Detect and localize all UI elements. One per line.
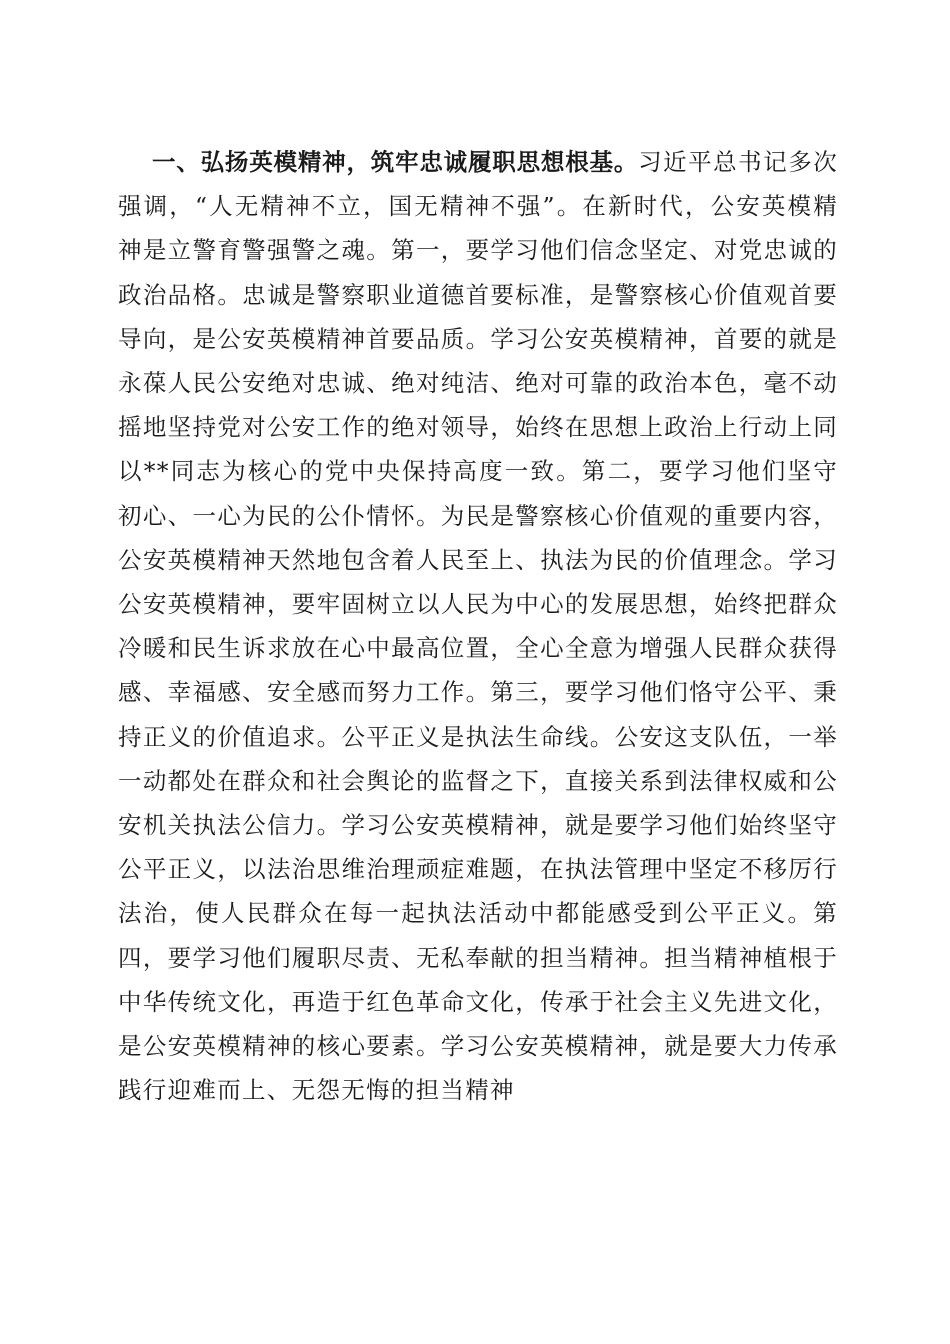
section-body-text: 习近平总书记多次强调，“人无精神不立，国无精神不强”。在新时代，公安英模精神是立警育警强警之魂。第一，要学习他们信念坚定、对党忠诚的政治品格。忠诚是警察职业道德首要标准，是警察核心价值观首要导向，是公安英模精神首要品质。学习公安英模精神，首要的就是永葆人民公安绝对忠诚、绝对纯洁、绝对可靠的政治本色，毫不动摇地坚持党对公安工作的绝对领导，始终在思想上政治上行动上同以**同志为核心的党中央保持高度一致。第二，要学习他们坚守初心、一心为民的公仆情怀。为民是警察核心价值观的重要内容，公安英模精神天然地包含着人民至上、执法为民的价值理念。学习公安英模精神，要牢固树立以人民为中心的发展思想，始终把群众冷暖和民生诉求放在心中最高位置，全心全意为增强人民群众获得感、幸福感、安全感而努力工作。第三，要学习他们恪守公平、秉持正义的价值追求。公平正义是执法生命线。公安这支队伍，一举一动都处在群众和社会舆论的监督之下，直接关系到法律权威和公安机关执法公信力。学习公安英模精神，就是要学习他们始终坚守公平正义，以法治思维治理顽症难题，在执法管理中坚定不移厉行法治，使人民群众在每一起执法活动中都能感受到公平正义。第四，要学习他们履职尽责、无私奉献的担当精神。担当精神植根于中华传统文化，再造于红色革命文化，传承于社会主义先进文化，是公安英模精神的核心要素。学习公安英模精神，就是要大力传承践行迎难而上、无怨无悔的担当精神: [118, 148, 839, 1105]
section-heading: 一、弘扬英模精神，筑牢忠诚履职思想根基。: [152, 148, 639, 176]
section-paragraph: [118, 140, 838, 1112]
